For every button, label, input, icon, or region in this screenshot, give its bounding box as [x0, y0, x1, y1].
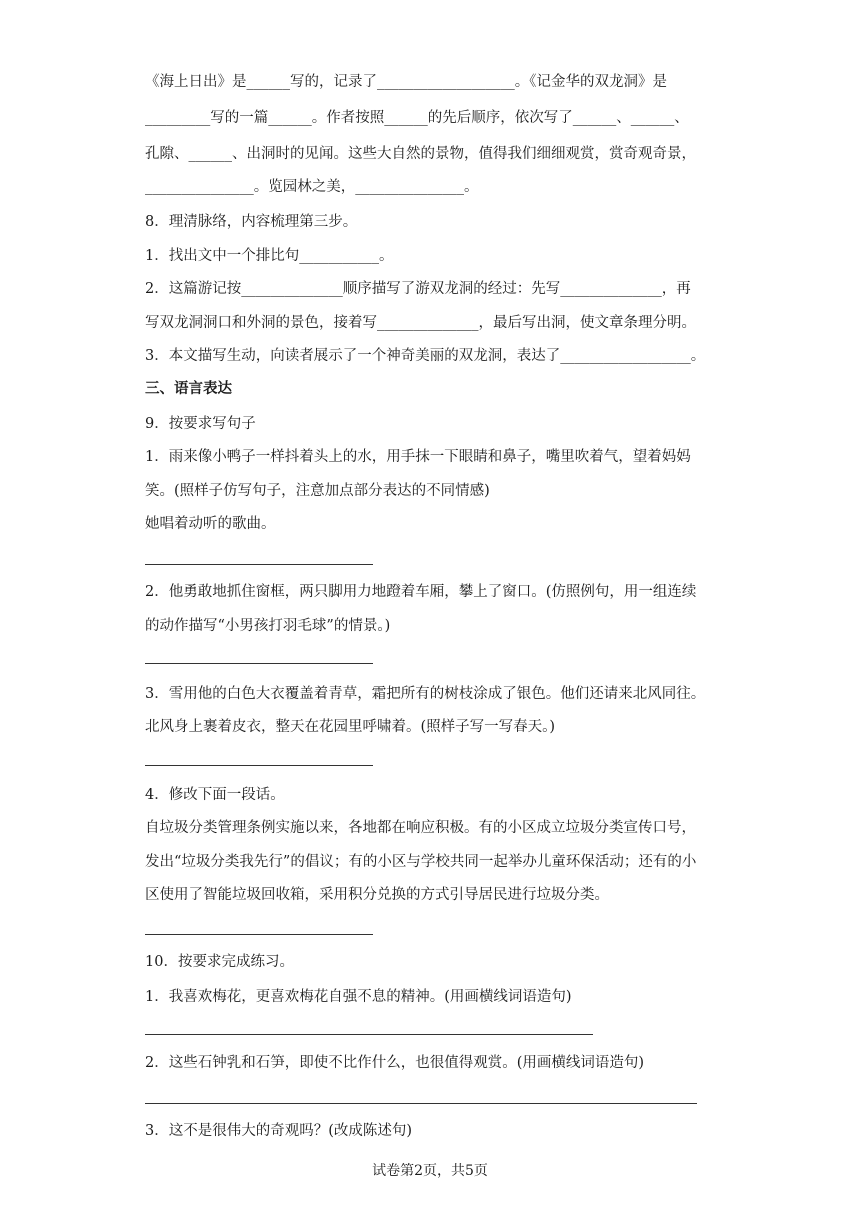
- question-heading: 4．修改下面一段话。: [145, 787, 285, 803]
- text-line: 孔隙、______、出洞时的见闻。这些大自然的景物，值得我们细细观赏，赏奇观奇景，: [145, 146, 696, 162]
- text-line: 写双龙洞洞口和外洞的景色，接着写______________，最后写出洞，使文章条理分明。: [145, 315, 696, 331]
- text-line: 北风身上裹着皮衣，整天在花园里呼啸着。(照样子写一写春天。): [145, 719, 556, 735]
- text-line: 的动作描写“小男孩打羽毛球”的情景。): [145, 618, 391, 634]
- text-line: 2．这篇游记按______________顺序描写了游双龙洞的经过：先写______________，再: [145, 281, 691, 297]
- answer-line: [145, 564, 373, 565]
- text-line: _______________。览园林之美，_______________。: [145, 179, 479, 195]
- text-line: 3．这不是很伟大的奇观吗？(改成陈述句): [145, 1123, 413, 1139]
- text-line: 3．雪用他的白色大衣覆盖着青草，霜把所有的树枝涂成了银色。他们还请来北风同往。: [145, 686, 706, 702]
- question-heading: 10．按要求完成练习。: [145, 954, 294, 970]
- text-line: 区使用了智能垃圾回收箱，采用积分兑换的方式引导居民进行垃圾分类。: [145, 887, 609, 903]
- text-line: 《海上日出》是______写的，记录了___________________。《记金华的双龙洞》是: [145, 74, 667, 90]
- question-heading: 8．理清脉络，内容梳理第三步。: [145, 214, 358, 230]
- text-line: 自垃圾分类管理条例实施以来，各地都在响应积极。有的小区成立垃圾分类宣传口号，: [145, 820, 696, 836]
- text-line: 1．我喜欢梅花，更喜欢梅花自强不息的精神。(用画横线词语造句): [145, 989, 572, 1005]
- question-heading: 9．按要求写句子: [145, 416, 256, 432]
- answer-line: [145, 1103, 697, 1104]
- answer-line: [145, 663, 373, 664]
- page-footer: 试卷第2页，共5页: [372, 1163, 488, 1179]
- answer-line: [145, 1034, 593, 1035]
- answer-line: [145, 934, 373, 935]
- text-line: 2．这些石钟乳和石笋，即使不比作什么，也很值得观赏。(用画横线词语造句): [145, 1055, 645, 1071]
- text-line: 2．他勇敢地抓住窗框，两只脚用力地蹬着车厢，攀上了窗口。(仿照例句，用一组连续: [145, 584, 697, 600]
- answer-line: [145, 765, 373, 766]
- text-line: 3．本文描写生动，向读者展示了一个神奇美丽的双龙洞，表达了__________________。: [145, 348, 706, 364]
- text-line: 她唱着动听的歌曲。: [145, 516, 276, 532]
- text-line: 笑。(照样子仿写句子，注意加点部分表达的不同情感): [145, 483, 490, 499]
- section-heading: 三、语言表达: [145, 381, 232, 397]
- text-line: 1．雨来像小鸭子一样抖着头上的水，用手抹一下眼睛和鼻子，嘴里吹着气，望着妈妈: [145, 449, 691, 465]
- text-line: 发出“垃圾分类我先行”的倡议；有的小区与学校共同一起举办儿童环保活动；还有的小: [145, 854, 697, 870]
- text-line: _________写的一篇______。作者按照______的先后顺序，依次写了______、______、: [145, 110, 689, 126]
- text-line: 1．找出文中一个排比句___________。: [145, 248, 394, 264]
